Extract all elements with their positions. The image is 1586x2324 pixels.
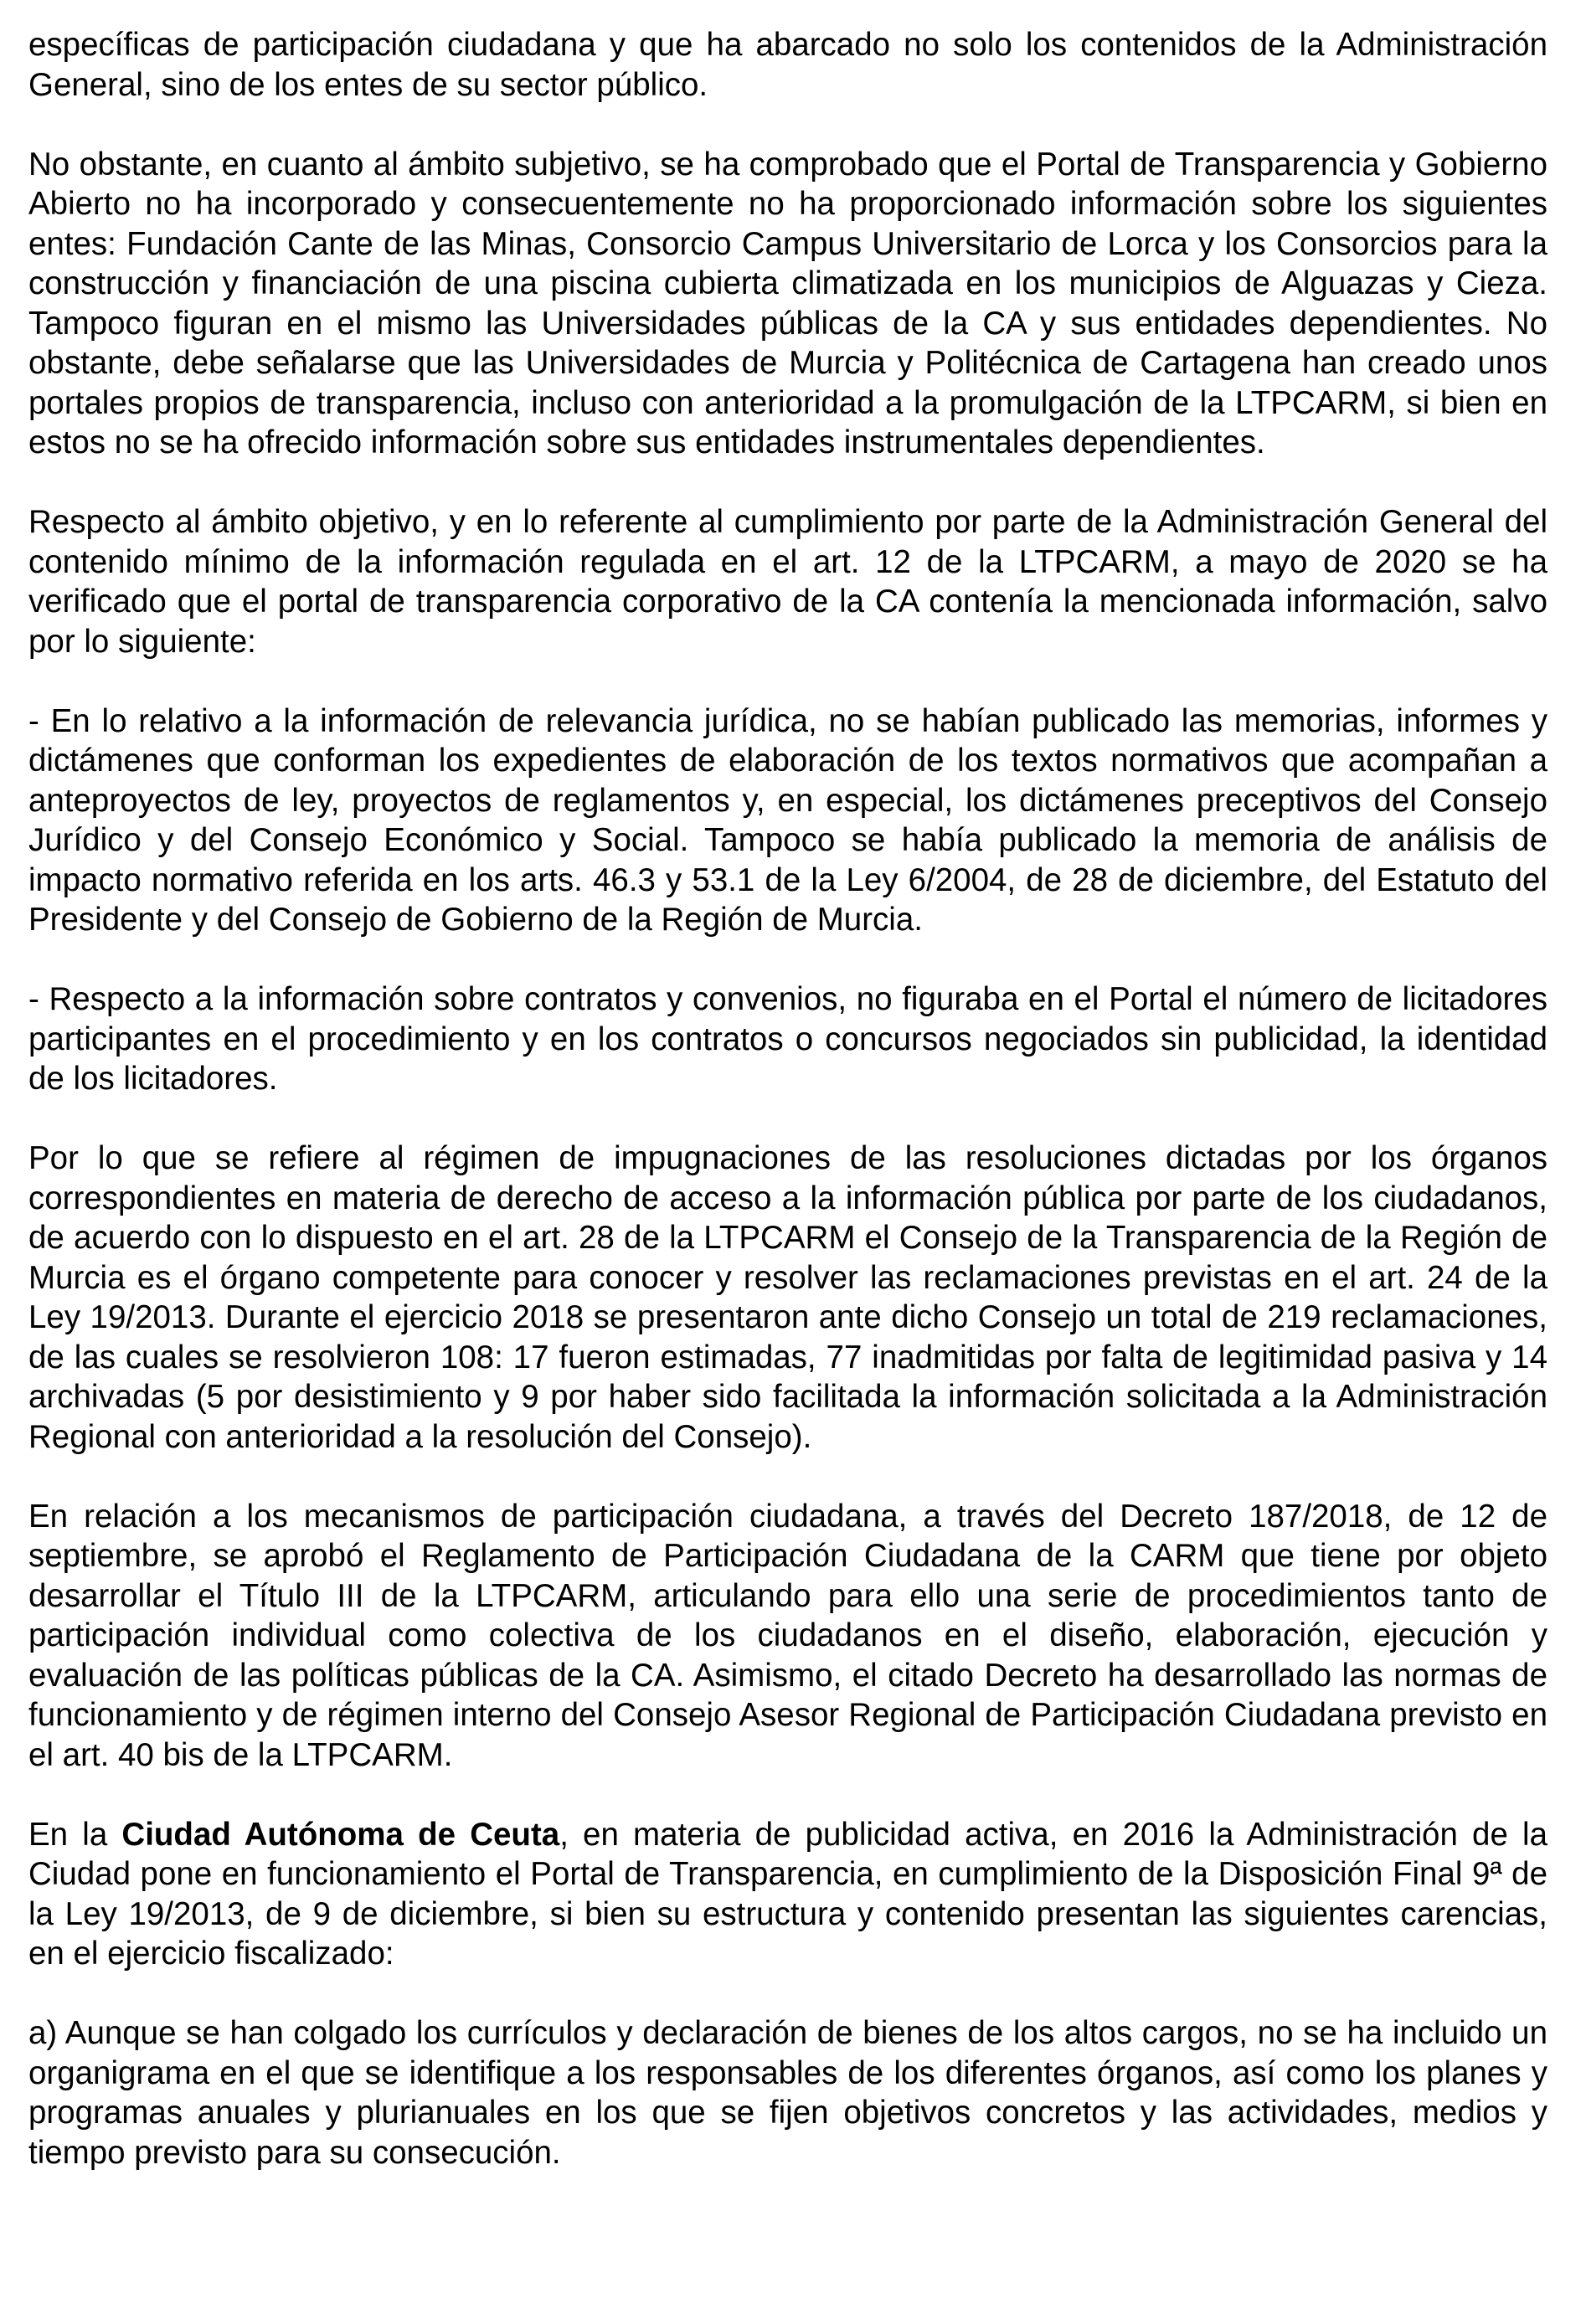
paragraph-impugnaciones: Por lo que se refiere al régimen de impugnaciones de las resoluciones dictadas por los órganos correspondientes en materia de derecho de acceso a la información pública por parte de los ciudadanos, de acuerdo con lo dispuesto en el art. 28 de la LTPCARM el Consejo de la Transparencia de la Región de Murcia es el órgano competente para conocer y resolver las reclamaciones previstas en el art. 24 de la Ley 19/2013. Durante el ejercicio 2018 se presentaron ante dicho Consejo un total de 219 reclamaciones, de las cuales se resolvieron 108: 17 fueron estimadas, 77 inadmitidas por falta de legitimidad pasiva y 14 archivadas (5 por desistimiento y 9 por haber sido facilitada la información solicitada a la Administración Regional con anterioridad a la resolución del Consejo). <box>28 1140 1547 1455</box>
paragraph-ambito-subjetivo: No obstante, en cuanto al ámbito subjetivo, se ha comprobado que el Portal de Transparencia y Gobierno Abierto no ha incorporado y consecuentemente no ha proporcionado información sobre los siguientes entes: Fundación Cante de las Minas, Consorcio Campus Universitario de Lorca y los Consorcios para la construcción y financiación de una piscina cubierta climatizada en los municipios de Alguazas y Cieza. Tampoco figuran en el mismo las Universidades públicas de la CA y sus entidades dependientes. No obstante, debe señalarse que las Universidades de Murcia y Politécnica de Cartagena han creado unos portales propios de transparencia, incluso con anterioridad a la promulgación de la LTPCARM, si bien en estos no se ha ofrecido información sobre sus entidades instrumentales dependientes. <box>28 146 1547 460</box>
paragraph-participacion-ciudadana: En relación a los mecanismos de participación ciudadana, a través del Decreto 187/2018, de 12 de septiembre, se aprobó el Reglamento de Participación Ciudadana de la CARM que tiene por objeto desarrollar el Título III de la LTPCARM, articulando para ello una serie de procedimientos tanto de participación individual como colectiva de los ciudadanos en el diseño, elaboración, ejecución y evaluación de las políticas públicas de la CA. Asimismo, el citado Decreto ha desarrollado las normas de funcionamiento y de régimen interno del Consejo Asesor Regional de Participación Ciudadana previsto en el art. 40 bis de la LTPCARM. <box>28 1498 1547 1773</box>
ceuta-bold-name: Ciudad Autónoma de Ceuta <box>121 1816 560 1853</box>
paragraph-organigrama: a) Aunque se han colgado los currículos y declaración de bienes de los altos cargos, no se ha incluido un organigrama en el que se identifique a los responsables de los diferentes órganos, así como los planes y programas anuales y plurianuales en los que se fijen objetivos concretos y las actividades, medios y tiempo previsto para su consecución. <box>28 2015 1547 2171</box>
paragraph-ambito-objetivo: Respecto al ámbito objetivo, y en lo referente al cumplimiento por parte de la Administración General del contenido mínimo de la información regulada en el art. 12 de la LTPCARM, a mayo de 2020 se ha verificado que el portal de transparencia corporativo de la CA contenía la mencionada información, salvo por lo siguiente: <box>28 504 1547 660</box>
paragraph-sector-publico: específicas de participación ciudadana y que ha abarcado no solo los contenidos de la Administración General, sino de los entes de su sector público. <box>28 27 1547 103</box>
paragraph-ceuta <box>28 1815 1547 1974</box>
paragraph-relevancia-juridica: - En lo relativo a la información de relevancia jurídica, no se habían publicado las memorias, informes y dictámenes que conforman los expedientes de elaboración de los textos normativos que acompañan a anteproyectos de ley, proyectos de reglamentos y, en especial, los dictámenes preceptivos del Consejo Jurídico y del Consejo Económico y Social. Tampoco se había publicado la memoria de análisis de impacto normativo referida en los arts. 46.3 y 53.1 de la Ley 6/2004, de 28 de diciembre, del Estatuto del Presidente y del Consejo de Gobierno de la Región de Murcia. <box>28 702 1547 938</box>
ceuta-prefix: En la <box>28 1816 122 1853</box>
document-body <box>28 25 1547 2172</box>
paragraph-contratos-convenios: - Respecto a la información sobre contratos y convenios, no figuraba en el Portal el número de licitadores participantes en el procedimiento y en los contratos o concursos negociados sin publicidad, la identidad de los licitadores. <box>28 981 1547 1097</box>
ceuta-rest: , en materia de publicidad activa, en 2016 la Administración de la Ciudad pone en funcionamiento el Portal de Transparencia, en cumplimiento de la Disposición Final 9ª de la Ley 19/2013, de 9 de diciembre, si bien su estructura y contenido presentan las siguientes carencias, en el ejercicio fiscalizado: <box>28 1816 1548 1972</box>
